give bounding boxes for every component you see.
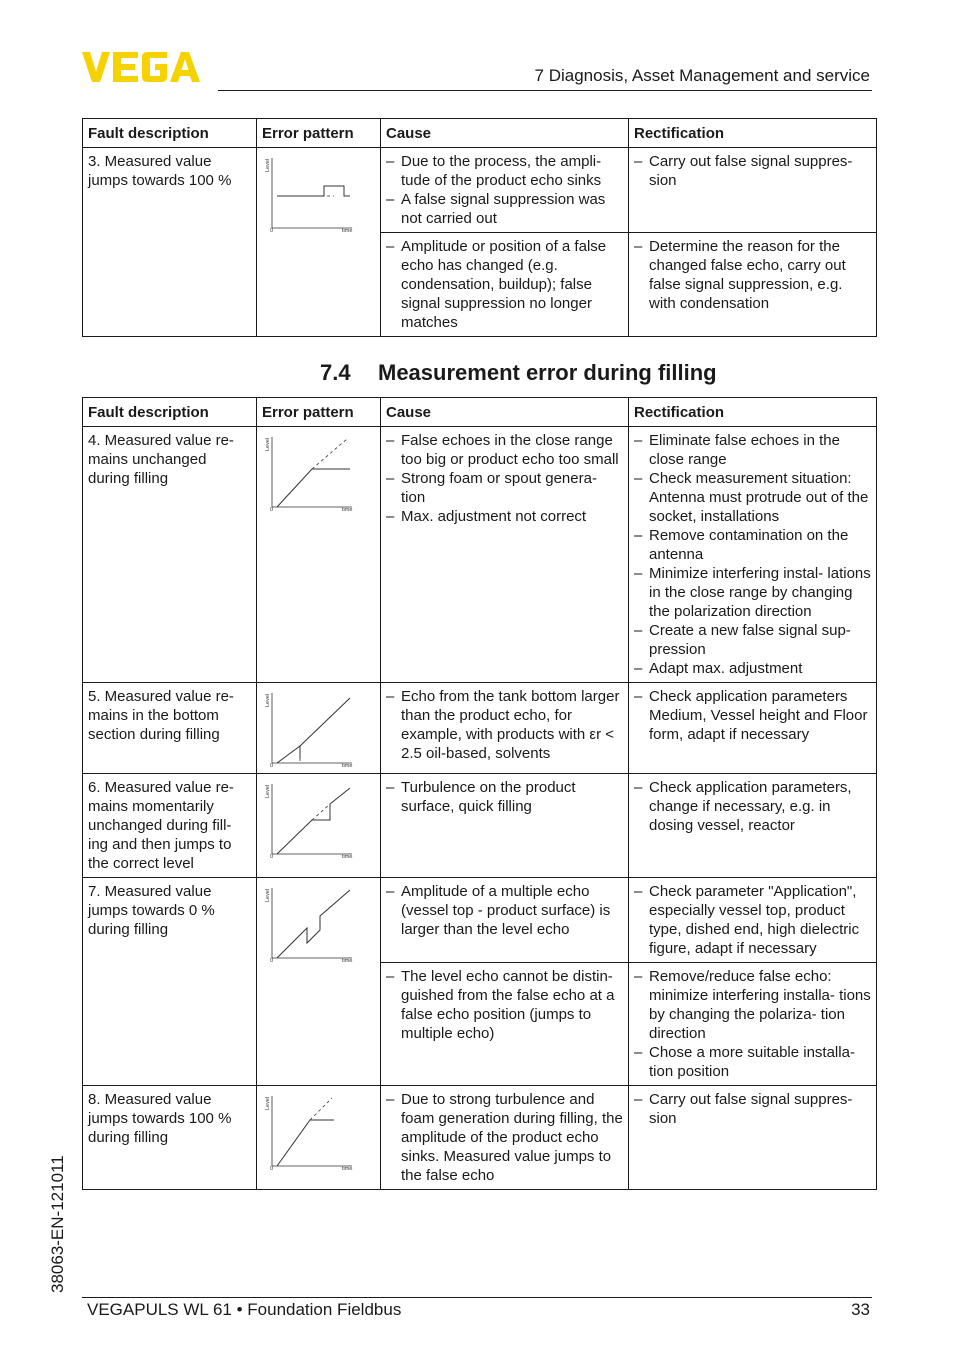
pattern-origin-label: 0 bbox=[270, 507, 274, 513]
fix-list bbox=[634, 1090, 871, 1128]
pattern-x-label: time bbox=[342, 854, 353, 860]
fault-table-1 bbox=[82, 118, 877, 337]
cause-cell bbox=[381, 963, 629, 1086]
error-pattern-chart bbox=[262, 1090, 354, 1172]
cause-item: – False echoes in the close range too big or product echo too small bbox=[386, 431, 623, 469]
pattern-x-label: time bbox=[342, 507, 353, 513]
fix-item: – Carry out false signal suppres- sion bbox=[634, 152, 871, 190]
footer-product: VEGAPULS WL 61 • Foundation Fieldbus bbox=[87, 1300, 402, 1319]
fix-item: – Check measurement situation: Antenna must protrude out of the socket, installations bbox=[634, 469, 871, 526]
pattern-true-level bbox=[310, 1098, 332, 1120]
cause-list bbox=[386, 882, 623, 939]
fix-item: – Eliminate false echoes in the close range bbox=[634, 431, 871, 469]
error-pattern-chart bbox=[262, 687, 354, 769]
cause-list bbox=[386, 431, 623, 526]
rectification-cell bbox=[629, 963, 877, 1086]
cause-item: – Due to strong turbulence and foam generation during filling, the amplitude of the product echo sinks. Measured value jumps to the false echo bbox=[386, 1090, 623, 1185]
pattern-x-label: time bbox=[342, 228, 353, 234]
cause-cell bbox=[381, 233, 629, 337]
fault-description: 5. Measured value re- mains in the bottom section during filling bbox=[83, 683, 257, 774]
footer-rule bbox=[82, 1297, 872, 1298]
fault-description: 6. Measured value re- mains momentarily unchanged during fill- ing and then jumps to the correct level bbox=[83, 774, 257, 878]
fault-description: 8. Measured value jumps towards 100 % during filling bbox=[83, 1086, 257, 1190]
pattern-plot bbox=[272, 888, 352, 958]
cause-item: – The level echo cannot be distin- guished from the false echo at a false echo position (jumps to multiple echo) bbox=[386, 967, 623, 1043]
cause-item: – Echo from the tank bottom larger than the product echo, for example, with products with εr < 2.5 oil-based, solvents bbox=[386, 687, 623, 763]
pattern-x-label: time bbox=[342, 958, 353, 964]
pattern-x-label: time bbox=[342, 1166, 353, 1172]
vega-logo bbox=[82, 52, 212, 82]
chapter-title: 7 Diagnosis, Asset Management and service bbox=[534, 66, 870, 85]
cause-cell bbox=[381, 148, 629, 233]
table-row bbox=[83, 683, 877, 774]
rectification-cell bbox=[629, 233, 877, 337]
pattern-level-line bbox=[277, 890, 350, 958]
table-row bbox=[83, 148, 877, 233]
fault-description: 3. Measured value jumps towards 100 % bbox=[83, 148, 257, 337]
error-pattern bbox=[257, 878, 381, 1086]
error-pattern-chart bbox=[262, 431, 354, 513]
pattern-plot bbox=[272, 437, 352, 507]
fault-table-2 bbox=[82, 397, 877, 1190]
fix-list bbox=[634, 687, 871, 744]
error-pattern-chart bbox=[262, 152, 354, 234]
fault-description: 7. Measured value jumps towards 0 % during filling bbox=[83, 878, 257, 1086]
table-row bbox=[83, 774, 877, 878]
col-rectification: Rectification bbox=[629, 398, 877, 427]
cause-cell bbox=[381, 1086, 629, 1190]
pattern-y-label: Level bbox=[265, 693, 271, 707]
cause-list bbox=[386, 687, 623, 763]
cause-item: – Amplitude or position of a false echo has changed (e.g. condensation, buildup); false signal suppression no longer matches bbox=[386, 237, 623, 332]
cause-item: – Max. adjustment not correct bbox=[386, 507, 623, 526]
pattern-origin-label: 0 bbox=[270, 958, 274, 964]
cause-item: – A false signal suppression was not carried out bbox=[386, 190, 623, 228]
table-row bbox=[83, 427, 877, 683]
pattern-plot bbox=[272, 784, 352, 854]
fix-item: – Chose a more suitable installa- tion position bbox=[634, 1043, 871, 1081]
header-rule bbox=[218, 90, 872, 91]
pattern-true-level bbox=[312, 439, 347, 469]
cause-list bbox=[386, 967, 623, 1043]
pattern-level-line bbox=[277, 186, 350, 196]
rectification-cell bbox=[629, 148, 877, 233]
pattern-origin-label: 0 bbox=[270, 228, 274, 234]
rectification-cell bbox=[629, 683, 877, 774]
fix-list bbox=[634, 152, 871, 190]
fix-item: – Remove/reduce false echo: minimize interfering installa- tions by changing the polariza- tion direction bbox=[634, 967, 871, 1043]
cause-item: – Amplitude of a multiple echo (vessel top - product surface) is larger than the level echo bbox=[386, 882, 623, 939]
pattern-plot bbox=[272, 693, 352, 763]
fix-list bbox=[634, 882, 871, 958]
error-pattern bbox=[257, 774, 381, 878]
fix-item: – Determine the reason for the changed false echo, carry out false signal suppression, e.g. with condensation bbox=[634, 237, 871, 313]
cause-list bbox=[386, 778, 623, 816]
pattern-level-line bbox=[277, 469, 350, 507]
fix-item: – Check application parameters Medium, Vessel height and Floor form, adapt if necessary bbox=[634, 687, 871, 744]
pattern-y-label: Level bbox=[265, 784, 271, 798]
error-pattern bbox=[257, 148, 381, 337]
fix-list bbox=[634, 967, 871, 1081]
col-cause: Cause bbox=[381, 119, 629, 148]
col-error-pattern: Error pattern bbox=[257, 398, 381, 427]
error-pattern-chart bbox=[262, 882, 354, 964]
fix-item: – Minimize interfering instal- lations in the close range by changing the polarization direction bbox=[634, 564, 871, 621]
pattern-level-line bbox=[277, 788, 350, 854]
error-pattern-chart bbox=[262, 778, 354, 860]
fix-item: – Carry out false signal suppres- sion bbox=[634, 1090, 871, 1128]
section-title-text: Measurement error during filling bbox=[378, 360, 717, 385]
table-row bbox=[83, 1086, 877, 1190]
fix-list bbox=[634, 778, 871, 835]
rectification-cell bbox=[629, 427, 877, 683]
cause-item: – Strong foam or spout genera- tion bbox=[386, 469, 623, 507]
col-cause: Cause bbox=[381, 398, 629, 427]
page-number: 33 bbox=[851, 1300, 870, 1319]
pattern-plot bbox=[272, 1096, 352, 1166]
pattern-plot bbox=[272, 158, 352, 228]
pattern-y-label: Level bbox=[265, 1096, 271, 1110]
cause-item: – Turbulence on the product surface, quick filling bbox=[386, 778, 623, 816]
pattern-origin-label: 0 bbox=[270, 854, 274, 860]
fix-item: – Create a new false signal sup- pression bbox=[634, 621, 871, 659]
fault-description: 4. Measured value re- mains unchanged during filling bbox=[83, 427, 257, 683]
cause-cell bbox=[381, 683, 629, 774]
pattern-y-label: Level bbox=[265, 888, 271, 902]
cause-list bbox=[386, 237, 623, 332]
pattern-level-line bbox=[277, 746, 300, 763]
cause-list bbox=[386, 152, 623, 228]
pattern-y-label: Level bbox=[265, 158, 271, 172]
col-error-pattern: Error pattern bbox=[257, 119, 381, 148]
fix-item: – Remove contamination on the antenna bbox=[634, 526, 871, 564]
cause-list bbox=[386, 1090, 623, 1185]
rectification-cell bbox=[629, 1086, 877, 1190]
cause-cell bbox=[381, 774, 629, 878]
pattern-level-line bbox=[300, 698, 350, 746]
section-number: 7.4 bbox=[320, 360, 351, 385]
pattern-origin-label: 0 bbox=[270, 1166, 274, 1172]
document-code: 38063-EN-121011 bbox=[48, 1155, 67, 1293]
pattern-x-label: time bbox=[342, 763, 353, 769]
fix-list bbox=[634, 237, 871, 313]
rectification-cell bbox=[629, 774, 877, 878]
fix-item: – Adapt max. adjustment bbox=[634, 659, 871, 678]
error-pattern bbox=[257, 683, 381, 774]
fix-list bbox=[634, 431, 871, 678]
pattern-origin-label: 0 bbox=[270, 763, 274, 769]
section-heading bbox=[320, 360, 717, 386]
col-rectification: Rectification bbox=[629, 119, 877, 148]
cause-cell bbox=[381, 878, 629, 963]
cause-item: – Due to the process, the ampli- tude of the product echo sinks bbox=[386, 152, 623, 190]
error-pattern bbox=[257, 427, 381, 683]
fix-item: – Check parameter "Application", especially vessel top, product type, dished end, high dielectric figure, adapt if necessary bbox=[634, 882, 871, 958]
table-row bbox=[83, 878, 877, 963]
pattern-true-level bbox=[312, 804, 330, 820]
pattern-level-line bbox=[277, 1120, 334, 1166]
col-fault-description: Fault description bbox=[83, 119, 257, 148]
error-pattern bbox=[257, 1086, 381, 1190]
cause-cell bbox=[381, 427, 629, 683]
col-fault-description: Fault description bbox=[83, 398, 257, 427]
pattern-y-label: Level bbox=[265, 437, 271, 451]
rectification-cell bbox=[629, 878, 877, 963]
fix-item: – Check application parameters, change if necessary, e.g. in dosing vessel, reactor bbox=[634, 778, 871, 835]
